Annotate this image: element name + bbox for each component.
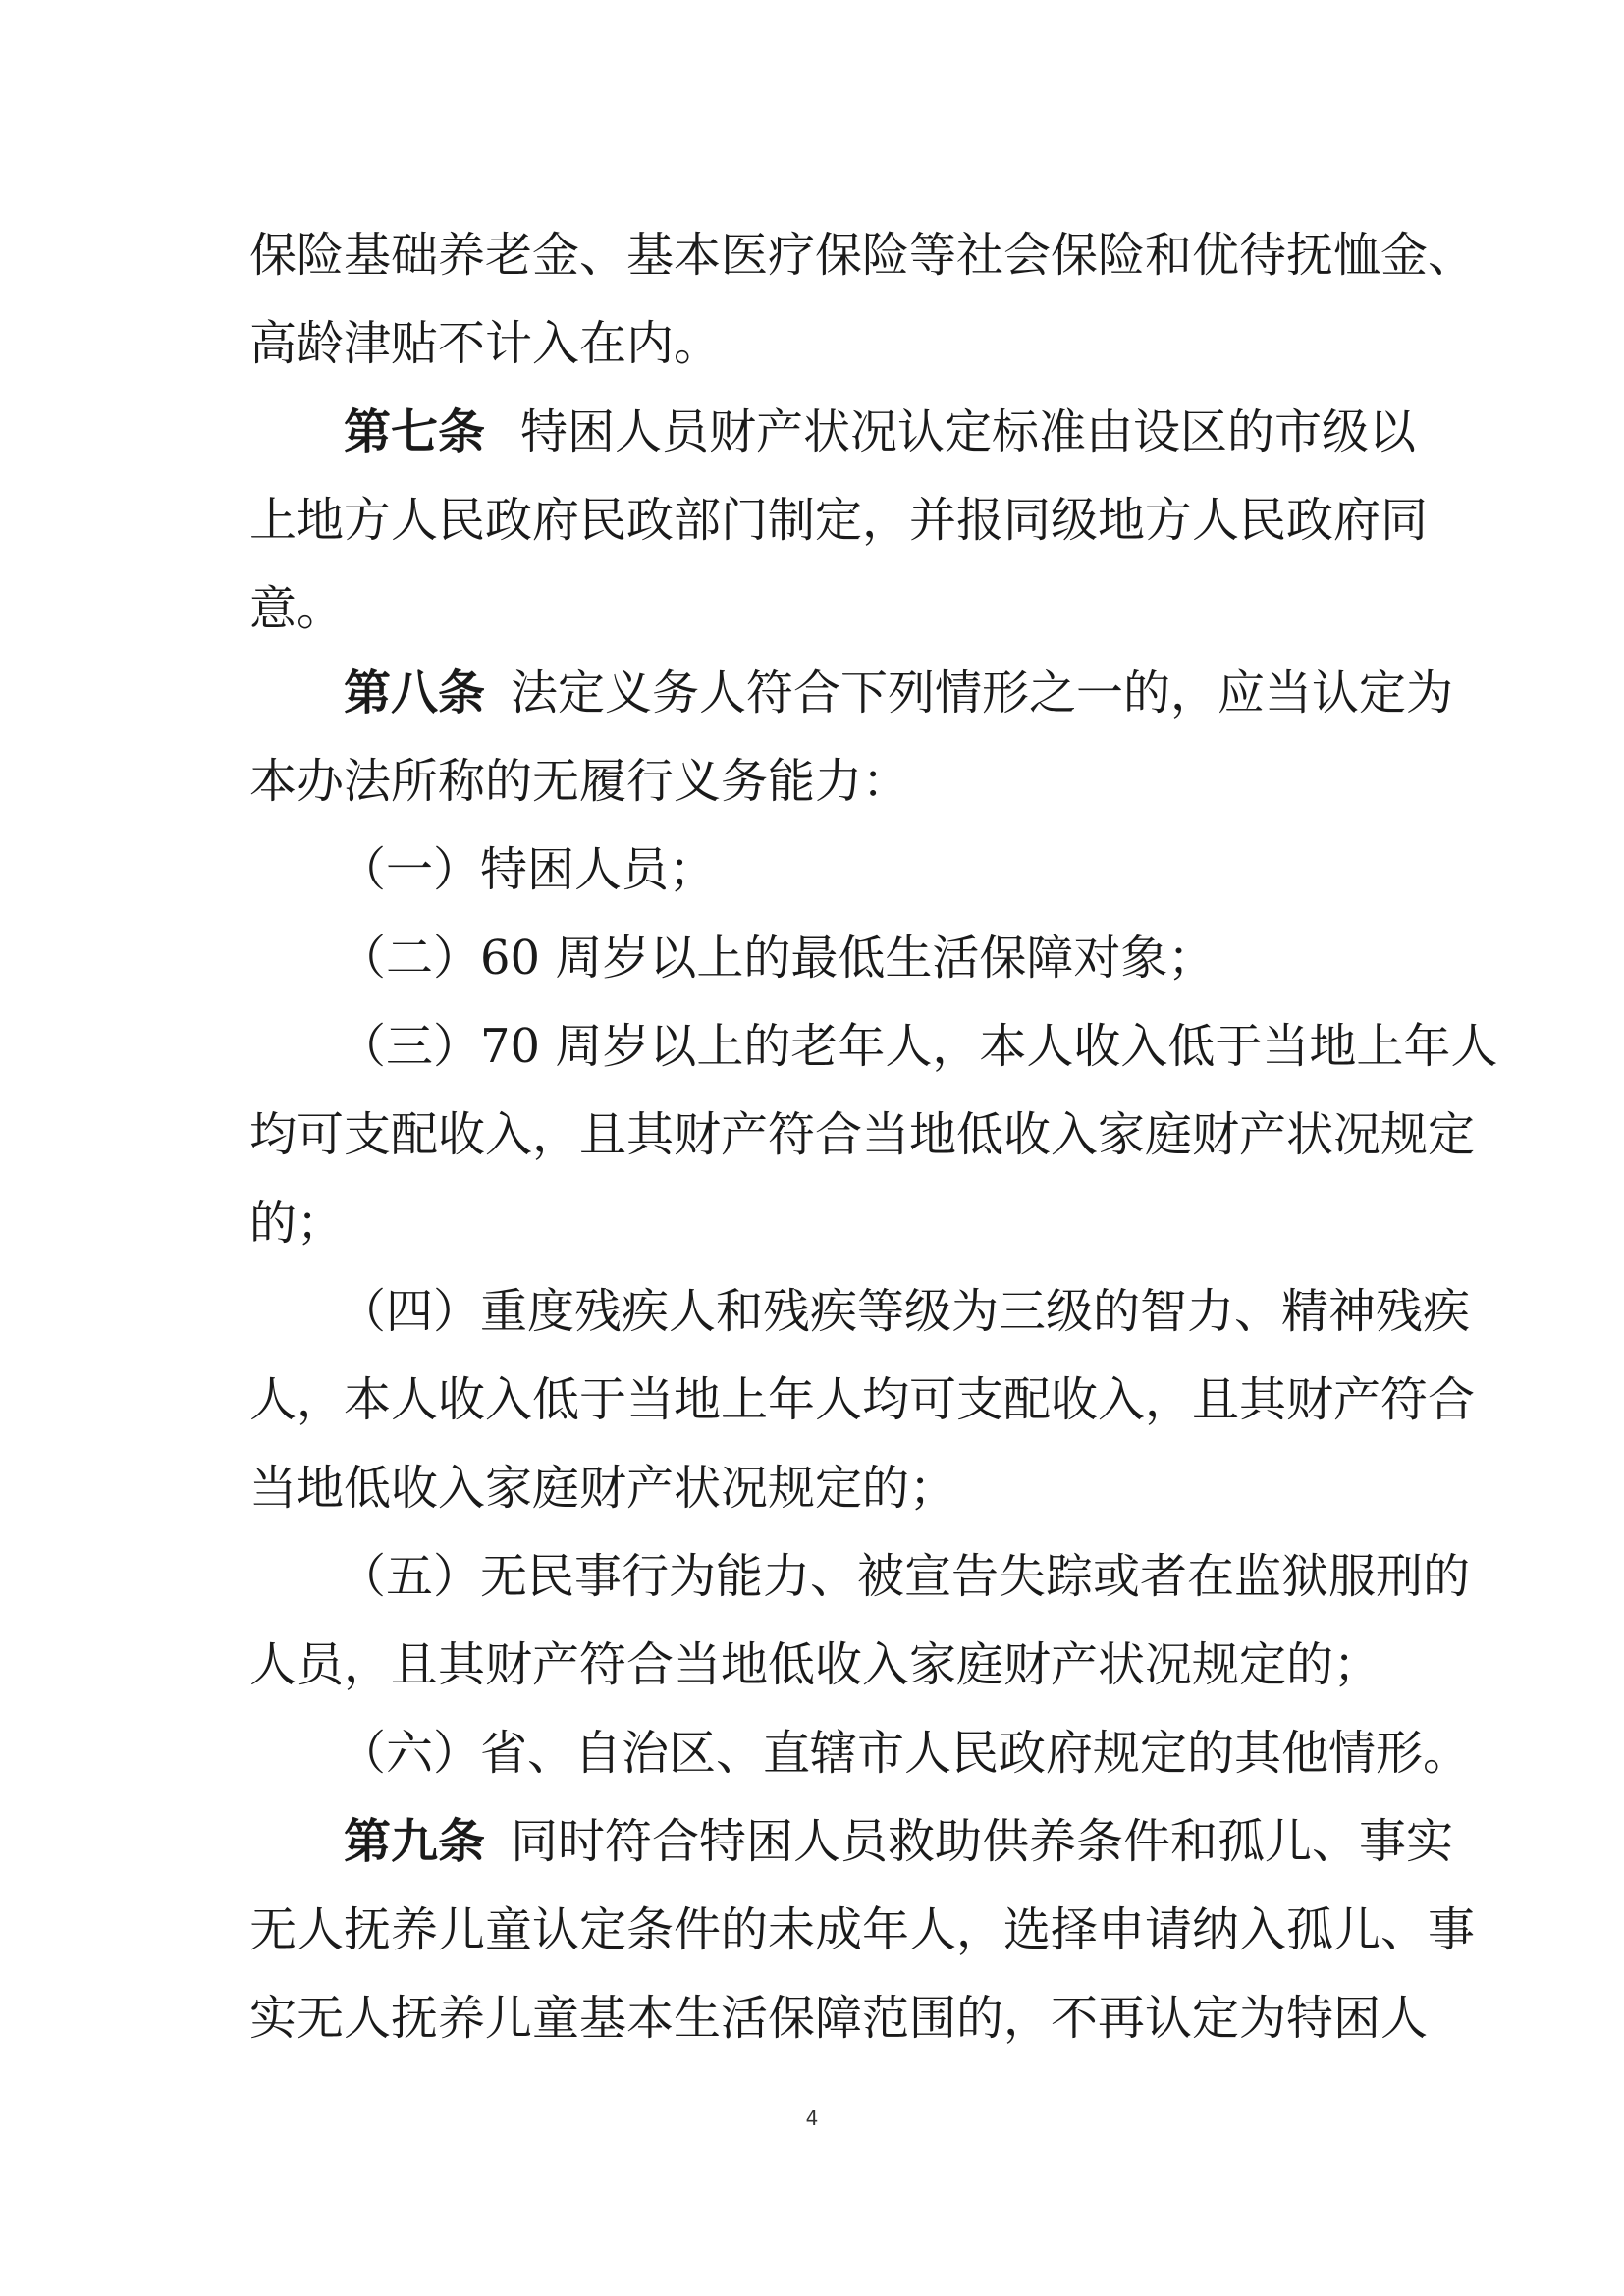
paragraph-text: 的； xyxy=(249,1196,345,1251)
article-number: 第九条 xyxy=(344,1814,486,1869)
list-item-text: （四）重度残疾人和残疾等级为三级的智力、精神残疾 xyxy=(339,1284,1471,1339)
paragraph-text: 高龄津贴不计入在内。 xyxy=(249,316,722,371)
paragraph-text: 实无人抚养儿童基本生活保障范围的，不再认定为特困人 xyxy=(249,1991,1429,2046)
text-line xyxy=(0,300,1624,387)
list-item-text: （五）无民事行为能力、被宣告失踪或者在监狱服刑的 xyxy=(339,1549,1471,1604)
article-heading-line xyxy=(0,1798,1624,1885)
text-line xyxy=(0,1887,1624,1973)
article-number: 第七条 xyxy=(344,404,486,459)
paragraph-text: 特困人员财产状况认定标准由设区的市级以 xyxy=(520,404,1417,459)
text-line xyxy=(0,738,1624,825)
list-item xyxy=(0,1268,1624,1355)
paragraph-text: 上地方人民政府民政部门制定，并报同级地方人民政府同 xyxy=(249,493,1429,548)
text-line xyxy=(0,1622,1624,1708)
list-item-text: （六）省、自治区、直辖市人民政府规定的其他情形。 xyxy=(339,1726,1471,1781)
text-line xyxy=(0,1092,1624,1178)
paragraph-text: 保险基础养老金、基本医疗保险等社会保险和优待抚恤金、 xyxy=(249,228,1476,283)
list-item xyxy=(0,1003,1624,1090)
paragraph-text: 当地低收入家庭财产状况规定的； xyxy=(249,1461,957,1516)
text-line xyxy=(0,212,1624,298)
article-heading-line xyxy=(0,389,1624,475)
paragraph-text: 法定义务人符合下列情形之一的，应当认定为 xyxy=(511,666,1454,721)
text-line xyxy=(0,477,1624,563)
paragraph-text: 人员，且其财产符合当地低收入家庭财产状况规定的； xyxy=(249,1637,1381,1692)
list-item xyxy=(0,1533,1624,1620)
paragraph-text: 意。 xyxy=(249,581,345,636)
list-item-text: （三）70 周岁以上的老年人，本人收入低于当地上年人 xyxy=(339,1019,1498,1074)
paragraph-text: 均可支配收入，且其财产符合当地低收入家庭财产状况规定 xyxy=(249,1107,1476,1162)
text-line xyxy=(0,1445,1624,1531)
list-item xyxy=(0,915,1624,1001)
text-line xyxy=(0,1180,1624,1266)
list-item xyxy=(0,827,1624,913)
page-number: 4 xyxy=(805,2107,819,2130)
text-line xyxy=(0,1975,1624,2061)
text-line xyxy=(0,565,1624,652)
paragraph-text: 同时符合特困人员救助供养条件和孤儿、事实 xyxy=(511,1814,1454,1869)
list-item-text: （一）特困人员； xyxy=(339,842,717,897)
text-line xyxy=(0,1357,1624,1443)
article-number: 第八条 xyxy=(344,666,486,721)
article-heading-line xyxy=(0,650,1624,736)
list-item xyxy=(0,1710,1624,1796)
list-item-text: （二）60 周岁以上的最低生活保障对象； xyxy=(339,931,1216,986)
paragraph-text: 无人抚养儿童认定条件的未成年人，选择申请纳入孤儿、事 xyxy=(249,1902,1476,1957)
paragraph-text: 本办法所称的无履行义务能力： xyxy=(249,754,910,809)
paragraph-text: 人，本人收入低于当地上年人均可支配收入，且其财产符合 xyxy=(249,1372,1476,1427)
